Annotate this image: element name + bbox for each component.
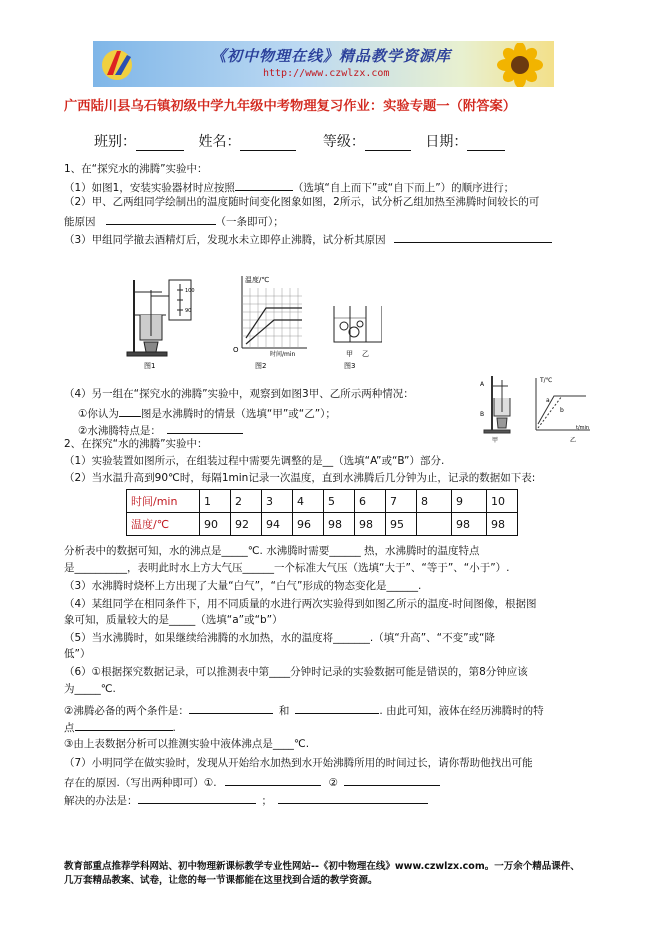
table-cell: 8 [417, 490, 452, 513]
page-footer [64, 860, 580, 888]
q2-line13 [64, 702, 544, 718]
q1-line4 [64, 213, 284, 229]
q1-line6: （4）另一组在“探究水的沸腾”实验中，观察到如图3甲、乙所示两种情况： [64, 388, 414, 400]
q2-line1: 2、在探究“水的沸腾”实验中： [64, 438, 208, 450]
table-cell: 94 [262, 513, 293, 536]
q2-line16: （7）小明同学在做实验时，发现从开始给水加热到水开始沸腾所用的时间过长，请你帮助他找出可能 [64, 757, 533, 769]
q1-line8 [78, 422, 243, 438]
q1-line2 [64, 179, 514, 195]
q2-line17-text: 存在的原因.（写出两种即可）①. [64, 777, 217, 789]
fig1-caption: 图1 [144, 362, 156, 370]
fig3-label-yi: 乙 [362, 350, 369, 358]
q2-side-figure [478, 372, 594, 444]
fig1-tick-100: 100 [185, 288, 195, 294]
q1-blank-order[interactable] [235, 179, 293, 191]
q2-line13-and: 和 [278, 705, 290, 717]
q2-line5: 是__________，表明此时水上方大气压______一个标准大气压（选填“大于”、“等于”、“小于”）. [64, 562, 510, 574]
date-label: 日期： [425, 134, 468, 150]
fig1-tick-90: 90 [185, 308, 192, 314]
table-cell: 10 [487, 490, 518, 513]
class-label: 班别： [94, 134, 136, 150]
site-logo-icon [99, 45, 139, 83]
q2-graph-y-label: T/℃ [540, 377, 553, 384]
q1-line8-text: ②水沸腾特点是： [78, 425, 161, 437]
fig3-caption: 图3 [344, 362, 356, 370]
q2-label-b: B [480, 411, 485, 418]
q2-graph-x-label: t/min [576, 425, 590, 431]
fig2-graph [242, 276, 307, 348]
q1-line5 [64, 231, 552, 247]
table-cell[interactable] [417, 513, 452, 536]
fig1-apparatus-icon [127, 280, 191, 356]
q2-line15: ③由上表数据分析可以推测实验中液体沸点是____℃. [64, 738, 310, 750]
table-cell: 90 [200, 513, 231, 536]
banner-title: 《初中物理在线》精品教学资源库 [211, 47, 452, 65]
q2-line13-text: ②沸腾必备的两个条件是： [64, 705, 189, 717]
q2-apparatus-icon [484, 376, 510, 433]
footer-line2: 几万套精品教案、试卷，让您的每一节课都能在这里找到合适的教学资源。 [64, 875, 378, 886]
q2-blank-reason2[interactable] [344, 774, 440, 786]
q2-graph-a: a [546, 397, 550, 404]
footer-line1: 教育部重点推荐学科网站、初中物理新课标教学专业性网站--《初中物理在线》www.czwlzx.com。一万余个精品课件、 [64, 861, 580, 872]
fig3-label-jia: 甲 [346, 350, 353, 358]
banner-url[interactable]: http://www.czwlzx.com [263, 68, 390, 79]
q2-line7: （4）某组同学在相同条件下，用不同质量的水进行两次实验得到如图乙所示的温度-时间图像，根据图 [64, 598, 537, 610]
q1-blank-reason[interactable] [106, 213, 216, 225]
table-cell: 9 [452, 490, 487, 513]
q1-line7 [78, 405, 336, 421]
grade-label: 等级： [322, 134, 365, 150]
q2-line11: （6）①根据探究数据记录，可以推测表中第____分钟时记录的实验数据可能是错误的，第8分钟应该 [64, 666, 528, 678]
q2-line6: （3）水沸腾时烧杯上方出现了大量“白气”，“白气”形成的物态变化是______. [64, 580, 422, 592]
q2-label-jia: 甲 [492, 437, 499, 444]
fig2-origin-label: O [233, 346, 239, 354]
document-title: 广西陆川县乌石镇初级中学九年级中考物理复习作业：实验专题一（附答案） [64, 99, 517, 114]
q1-line2-rest: （选填“自上而下”或“自下而上”）的顺序进行； [292, 182, 515, 194]
name-label: 姓名： [198, 134, 241, 150]
date-blank[interactable] [467, 136, 505, 151]
table-cell: 7 [386, 490, 417, 513]
name-blank[interactable] [240, 136, 296, 151]
table-row [127, 490, 518, 513]
table-header-temp: 温度/℃ [127, 513, 200, 536]
q2-blank-solution2[interactable] [278, 792, 428, 804]
table-cell: 5 [324, 490, 355, 513]
q2-line8: 象可知，质量较大的是_____（选填“a”或“b”） [64, 614, 283, 626]
grade-blank[interactable] [365, 136, 411, 151]
table-cell: 98 [487, 513, 518, 536]
q1-line5-text: （3）甲组同学撤去酒精灯后，发现水未立即停止沸腾，试分析其原因 [64, 234, 386, 246]
q1-blank-cause[interactable] [394, 231, 552, 243]
table-cell: 6 [355, 490, 386, 513]
table-header-time: 时间/min [127, 490, 200, 513]
q2-blank-feature[interactable] [75, 719, 173, 731]
q2-line18-sep: ； [261, 795, 272, 807]
q1-blank-feature[interactable] [167, 422, 243, 434]
fig2-x-axis-label: 时间/min [270, 351, 296, 358]
table-cell: 98 [324, 513, 355, 536]
q1-line7-text: ①你认为 [78, 408, 119, 420]
table-cell: 98 [355, 513, 386, 536]
table-cell: 3 [262, 490, 293, 513]
fig2-y-axis-label: 温度/℃ [245, 276, 270, 284]
q2-blank-reason1[interactable] [225, 774, 321, 786]
student-info-line [94, 131, 505, 151]
q2-blank-solution1[interactable] [138, 792, 256, 804]
q1-line7-rest: 图是水沸腾时的情景（选填“甲”或“乙”）； [140, 408, 336, 420]
q2-line14: 点 . [64, 719, 176, 735]
q2-graph [536, 378, 590, 430]
q2-line17-num2: ② [328, 777, 339, 789]
q2-blank-cond2[interactable] [295, 702, 379, 714]
fig2-caption: 图2 [255, 362, 267, 370]
class-blank[interactable] [136, 136, 184, 151]
table-cell: 98 [452, 513, 487, 536]
table-cell: 95 [386, 513, 417, 536]
q1-line4-text: 能原因 [64, 216, 96, 228]
header-banner [93, 41, 554, 87]
q1-figures [122, 270, 382, 370]
q2-line12: 为_____℃. [64, 683, 116, 695]
table-cell: 2 [231, 490, 262, 513]
q2-graph-b: b [560, 407, 564, 414]
q1-blank-figure[interactable] [119, 405, 141, 417]
q2-line18-text: 解决的办法是： [64, 795, 138, 807]
q2-line13-rest: . 由此可知，液体在经历沸腾时的特 [379, 705, 544, 717]
q1-line2-text: （1）如图1，安装实验器材时应按照 [64, 182, 235, 194]
q2-label-a: A [480, 381, 485, 388]
table-cell: 1 [200, 490, 231, 513]
table-cell: 4 [293, 490, 324, 513]
q2-line2: （1）实验装置如图所示，在组装过程中需要先调整的是__（选填“A”或“B”）部分. [64, 455, 445, 467]
q2-label-yi: 乙 [570, 437, 577, 444]
q2-line17 [64, 774, 440, 790]
q1-line3: （2）甲、乙两组同学绘制出的温度随时间变化图象如图，2所示，试分析乙组加热至沸腾时间较长的可 [64, 196, 540, 208]
table-row [127, 513, 518, 536]
q2-line3: （2）当水温升高到90℃时，每隔1min记录一次温度，直到水沸腾后几分钟为止，记录的数据如下表: [64, 472, 536, 484]
fig3-beakers-icon [334, 306, 382, 342]
q2-blank-cond1[interactable] [189, 702, 273, 714]
q2-line9: （5）当水沸腾时，如果继续给沸腾的水加热，水的温度将_______.（填“升高”、“不变”或“降 [64, 632, 495, 644]
temperature-table [126, 489, 518, 536]
q1-line4-rest: （一条即可）； [215, 216, 284, 228]
q2-line10: 低”） [64, 648, 91, 660]
table-cell: 92 [231, 513, 262, 536]
q1-line1: 1、在“探究水的沸腾”实验中： [64, 163, 208, 175]
table-cell: 96 [293, 513, 324, 536]
q2-line4: 分析表中的数据可知，水的沸点是_____℃. 水沸腾时需要______ 热，水沸腾时的温度特点 [64, 545, 480, 557]
q2-line14-text: 点 [64, 722, 75, 734]
q2-line18 [64, 792, 428, 808]
sunflower-icon [480, 43, 550, 87]
